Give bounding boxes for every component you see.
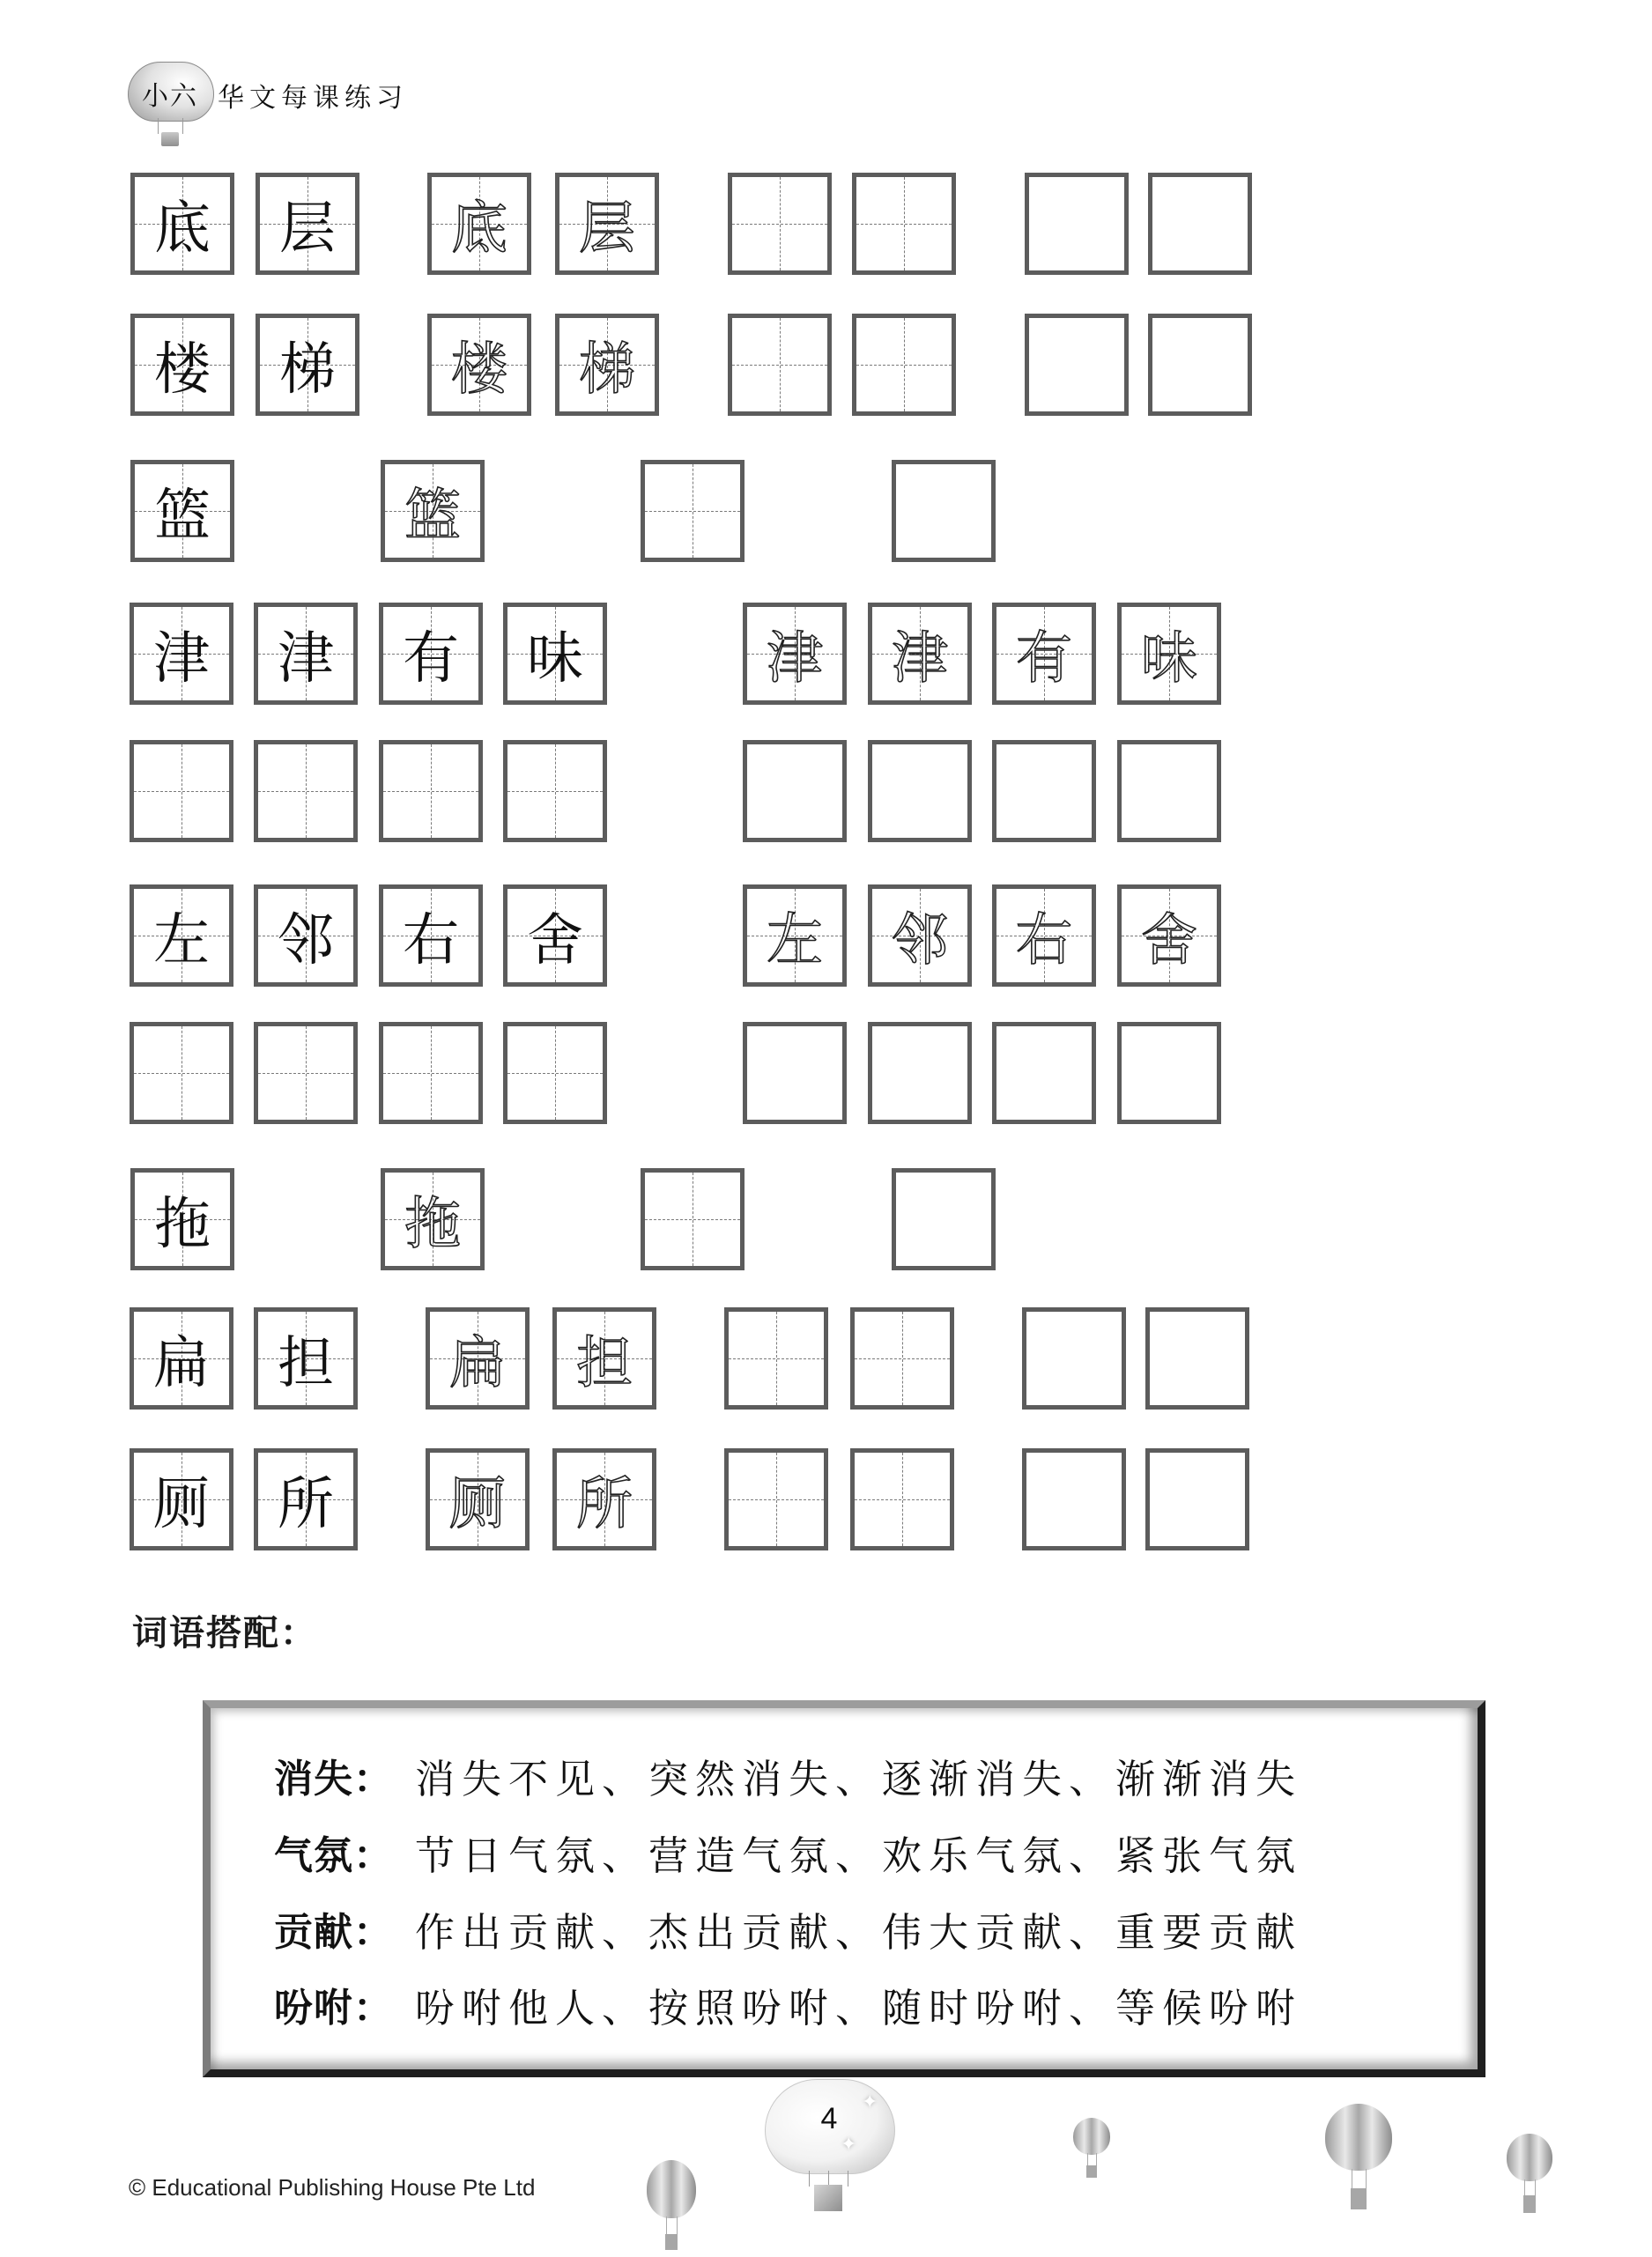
- grid-write-box[interactable]: [850, 1448, 954, 1550]
- grid-write-box[interactable]: [728, 173, 832, 275]
- model-character: 邻: [278, 908, 334, 973]
- model-character: 担: [278, 1331, 334, 1396]
- trace-char-box[interactable]: [743, 884, 847, 987]
- model-char-box: [130, 603, 233, 705]
- plain-write-box[interactable]: [1148, 173, 1252, 275]
- hot-air-balloon-icon: [647, 2160, 696, 2257]
- trace-char-box[interactable]: [427, 173, 531, 275]
- section-title-collocations: 词语搭配：: [132, 1613, 317, 1654]
- collocation-phrases: 消失不见、突然消失、逐渐消失、渐渐消失: [415, 1755, 1303, 1802]
- plain-write-box[interactable]: [743, 1022, 847, 1124]
- model-character: 篮: [154, 484, 211, 549]
- trace-char-box[interactable]: [427, 314, 531, 416]
- trace-character: 左: [767, 908, 823, 973]
- grid-write-box[interactable]: [379, 1022, 483, 1124]
- hot-air-balloon-icon: [1507, 2134, 1552, 2222]
- plain-write-box[interactable]: [868, 1022, 972, 1124]
- collocation-box: [203, 1700, 1485, 2077]
- collocation-row: [274, 1902, 1302, 1955]
- plain-write-box[interactable]: [1022, 1307, 1126, 1410]
- trace-character: 梯: [579, 337, 635, 403]
- grid-write-box[interactable]: [254, 740, 358, 842]
- plain-write-box[interactable]: [868, 740, 972, 842]
- plain-write-box[interactable]: [992, 1022, 1096, 1124]
- plain-write-box[interactable]: [1117, 740, 1221, 842]
- model-character: 味: [527, 626, 583, 692]
- trace-char-box[interactable]: [1117, 884, 1221, 987]
- grid-write-box[interactable]: [503, 1022, 607, 1124]
- grid-write-box[interactable]: [724, 1448, 828, 1550]
- trace-char-box[interactable]: [426, 1307, 530, 1410]
- model-character: 厕: [153, 1472, 210, 1537]
- model-character: 梯: [279, 337, 336, 403]
- trace-character: 层: [579, 196, 635, 262]
- hot-air-balloon-icon: [1325, 2104, 1392, 2218]
- model-character: 右: [403, 908, 459, 973]
- model-char-box: [130, 884, 233, 987]
- model-char-box: [254, 603, 358, 705]
- model-character: 底: [154, 196, 211, 262]
- page-number: 4: [820, 2102, 838, 2135]
- plain-write-box[interactable]: [743, 740, 847, 842]
- hot-air-balloon-icon: [128, 55, 212, 152]
- trace-char-box[interactable]: [555, 314, 659, 416]
- trace-char-box[interactable]: [992, 603, 1096, 705]
- grade-label: 小六: [142, 81, 198, 112]
- model-character: 津: [278, 626, 334, 692]
- grid-write-box[interactable]: [641, 1168, 745, 1270]
- trace-char-box[interactable]: [868, 603, 972, 705]
- model-char-box: [256, 314, 359, 416]
- page-number-balloon: [765, 2079, 893, 2255]
- sparkle-icon: ✦: [841, 2134, 857, 2156]
- copyright-text: © Educational Publishing House Pte Ltd: [129, 2174, 536, 2201]
- trace-char-box[interactable]: [381, 1168, 485, 1270]
- model-char-box: [130, 1307, 233, 1410]
- plain-write-box[interactable]: [1148, 314, 1252, 416]
- model-char-box: [254, 1307, 358, 1410]
- grid-write-box[interactable]: [850, 1307, 954, 1410]
- model-char-box: [130, 1448, 233, 1550]
- trace-character: 底: [451, 196, 507, 262]
- grid-write-box[interactable]: [254, 1022, 358, 1124]
- trace-char-box[interactable]: [381, 460, 485, 562]
- trace-character: 有: [1016, 626, 1072, 692]
- model-char-box: [130, 460, 234, 562]
- plain-write-box[interactable]: [992, 740, 1096, 842]
- trace-character: 厕: [449, 1472, 506, 1537]
- trace-character: 扁: [449, 1331, 506, 1396]
- grid-write-box[interactable]: [379, 740, 483, 842]
- book-title: 华文每课练习: [218, 83, 408, 114]
- grid-write-box[interactable]: [728, 314, 832, 416]
- trace-char-box[interactable]: [743, 603, 847, 705]
- trace-character: 篮: [404, 484, 461, 549]
- sparkle-icon: ✦: [862, 2091, 878, 2113]
- trace-character: 所: [576, 1472, 633, 1537]
- collocation-row: [274, 1825, 1302, 1878]
- trace-char-box[interactable]: [552, 1307, 656, 1410]
- trace-char-box[interactable]: [552, 1448, 656, 1550]
- trace-character: 右: [1016, 908, 1072, 973]
- model-char-box: [379, 884, 483, 987]
- plain-write-box[interactable]: [1025, 314, 1129, 416]
- model-char-box: [254, 1448, 358, 1550]
- grid-write-box[interactable]: [724, 1307, 828, 1410]
- model-character: 所: [278, 1472, 334, 1537]
- model-character: 拖: [154, 1192, 211, 1257]
- model-char-box: [379, 603, 483, 705]
- collocation-phrases: 节日气氛、营造气氛、欢乐气氛、紧张气氛: [415, 1832, 1303, 1879]
- model-char-box: [503, 603, 607, 705]
- collocation-row: [274, 1749, 1302, 1802]
- trace-character: 楼: [451, 337, 507, 403]
- model-char-box: [256, 173, 359, 275]
- trace-char-box[interactable]: [992, 884, 1096, 987]
- plain-write-box[interactable]: [892, 460, 996, 562]
- collocation-keyword: 消失：: [274, 1757, 393, 1802]
- hot-air-balloon-icon: [1073, 2118, 1110, 2188]
- trace-char-box[interactable]: [1117, 603, 1221, 705]
- trace-character: 邻: [892, 908, 948, 973]
- model-char-box: [130, 173, 234, 275]
- collocation-phrases: 吩咐他人、按照吩咐、随时吩咐、等候吩咐: [415, 1984, 1303, 2031]
- grid-write-box[interactable]: [852, 173, 956, 275]
- trace-char-box[interactable]: [868, 884, 972, 987]
- trace-char-box[interactable]: [426, 1448, 530, 1550]
- plain-write-box[interactable]: [1117, 1022, 1221, 1124]
- plain-write-box[interactable]: [1025, 173, 1129, 275]
- trace-char-box[interactable]: [555, 173, 659, 275]
- model-char-box: [503, 884, 607, 987]
- trace-character: 津: [892, 626, 948, 692]
- collocation-keyword: 气氛：: [274, 1833, 393, 1878]
- grid-write-box[interactable]: [130, 1022, 233, 1124]
- model-character: 层: [279, 196, 336, 262]
- grid-write-box[interactable]: [641, 460, 745, 562]
- model-char-box: [254, 884, 358, 987]
- plain-write-box[interactable]: [892, 1168, 996, 1270]
- collocation-keyword: 贡献：: [274, 1910, 393, 1955]
- grid-write-box[interactable]: [852, 314, 956, 416]
- collocation-keyword: 吩咐：: [274, 1986, 393, 2031]
- trace-character: 担: [576, 1331, 633, 1396]
- model-char-box: [130, 1168, 234, 1270]
- model-character: 津: [153, 626, 210, 692]
- plain-write-box[interactable]: [1145, 1307, 1249, 1410]
- collocation-phrases: 作出贡献、杰出贡献、伟大贡献、重要贡献: [415, 1908, 1303, 1956]
- model-character: 左: [153, 908, 210, 973]
- model-character: 舍: [527, 908, 583, 973]
- collocation-row: [274, 1978, 1302, 2031]
- grid-write-box[interactable]: [503, 740, 607, 842]
- plain-write-box[interactable]: [1145, 1448, 1249, 1550]
- model-character: 扁: [153, 1331, 210, 1396]
- trace-character: 拖: [404, 1192, 461, 1257]
- model-character: 楼: [154, 337, 211, 403]
- trace-character: 味: [1141, 626, 1197, 692]
- trace-character: 津: [767, 626, 823, 692]
- grid-write-box[interactable]: [130, 740, 233, 842]
- plain-write-box[interactable]: [1022, 1448, 1126, 1550]
- model-character: 有: [403, 626, 459, 692]
- trace-character: 舍: [1141, 908, 1197, 973]
- model-char-box: [130, 314, 234, 416]
- page-header: [128, 55, 568, 152]
